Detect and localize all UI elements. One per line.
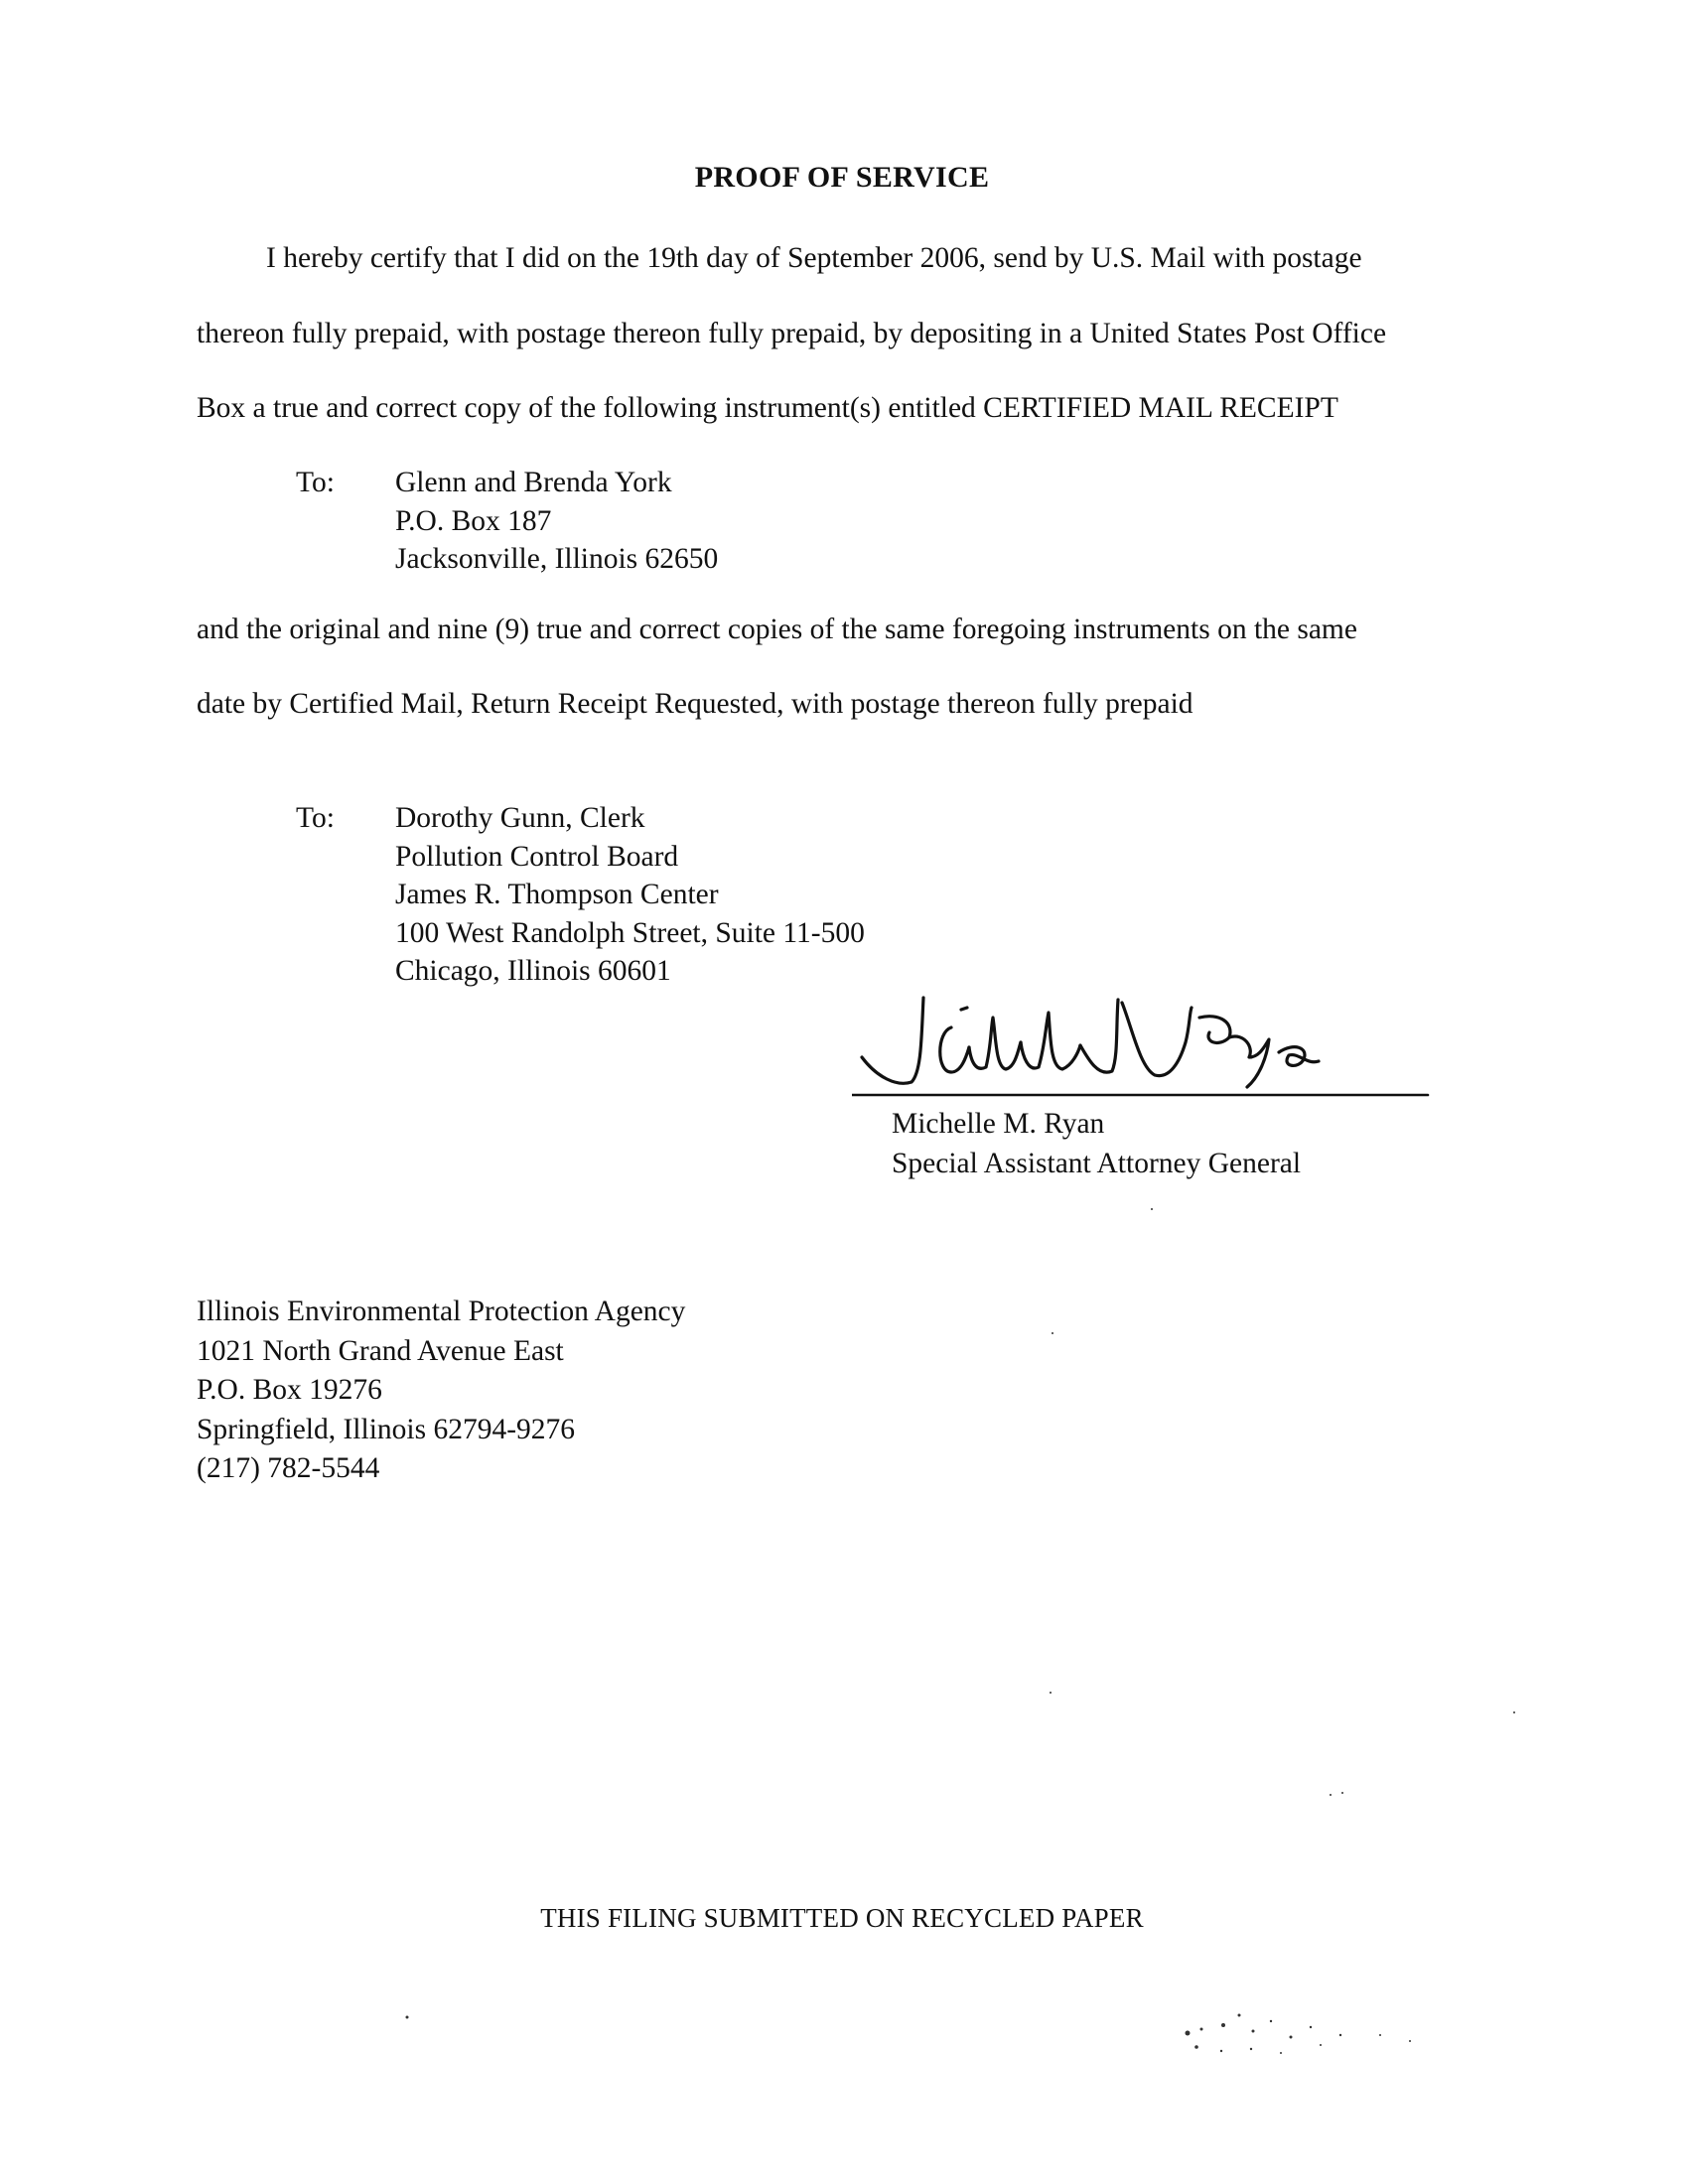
- recipient2-label: To:: [296, 802, 335, 834]
- recipient1-label: To:: [296, 467, 335, 498]
- signatory-title: Special Assistant Attorney General: [892, 1148, 1302, 1179]
- agency-line: Illinois Environmental Protection Agency: [197, 1296, 686, 1327]
- recipient1-line: Glenn and Brenda York: [395, 467, 672, 498]
- recipient2-address: [395, 799, 865, 991]
- paragraph2-line-1: and the original and nine (9) true and correct copies of the same foregoing instruments on the same: [197, 614, 1357, 645]
- agency-line: P.O. Box 19276: [197, 1374, 382, 1406]
- recipient1-line: Jacksonville, Illinois 62650: [395, 543, 719, 575]
- agency-line: 1021 North Grand Avenue East: [197, 1334, 564, 1367]
- agency-address-block: [197, 1293, 685, 1489]
- recipient2-line: James R. Thompson Center: [395, 879, 719, 910]
- recipient2-line: 100 West Randolph Street, Suite 11-500: [395, 916, 865, 949]
- document-title: PROOF OF SERVICE: [694, 161, 990, 194]
- signatory-block: [892, 1104, 1301, 1183]
- recipient2-line: Dorothy Gunn, Clerk: [395, 802, 645, 834]
- paragraph1-line-2: thereon fully prepaid, with postage thereon fully prepaid, by depositing in a United States Post Office: [197, 318, 1387, 349]
- handwritten-signature: [852, 988, 1438, 1102]
- paragraph1-line-1: I hereby certify that I did on the 19th day of September 2006, send by U.S. Mail with postage: [266, 242, 1362, 274]
- recycled-paper-footer: THIS FILING SUBMITTED ON RECYCLED PAPER: [540, 1903, 1144, 1933]
- recipient2-line: Chicago, Illinois 60601: [395, 955, 671, 987]
- paragraph2-line-2: date by Certified Mail, Return Receipt Requested, with postage thereon fully prepaid: [197, 688, 1193, 720]
- recipient1-address: [395, 464, 718, 579]
- signatory-name: Michelle M. Ryan: [892, 1108, 1105, 1140]
- agency-line: (217) 782-5544: [197, 1452, 380, 1484]
- agency-line: Springfield, Illinois 62794-9276: [197, 1413, 576, 1445]
- paragraph1-line-3: Box a true and correct copy of the following instrument(s) entitled CERTIFIED MAIL RECEIPT: [197, 392, 1338, 424]
- recipient2-line: Pollution Control Board: [395, 840, 679, 873]
- recipient1-line: P.O. Box 187: [395, 504, 552, 537]
